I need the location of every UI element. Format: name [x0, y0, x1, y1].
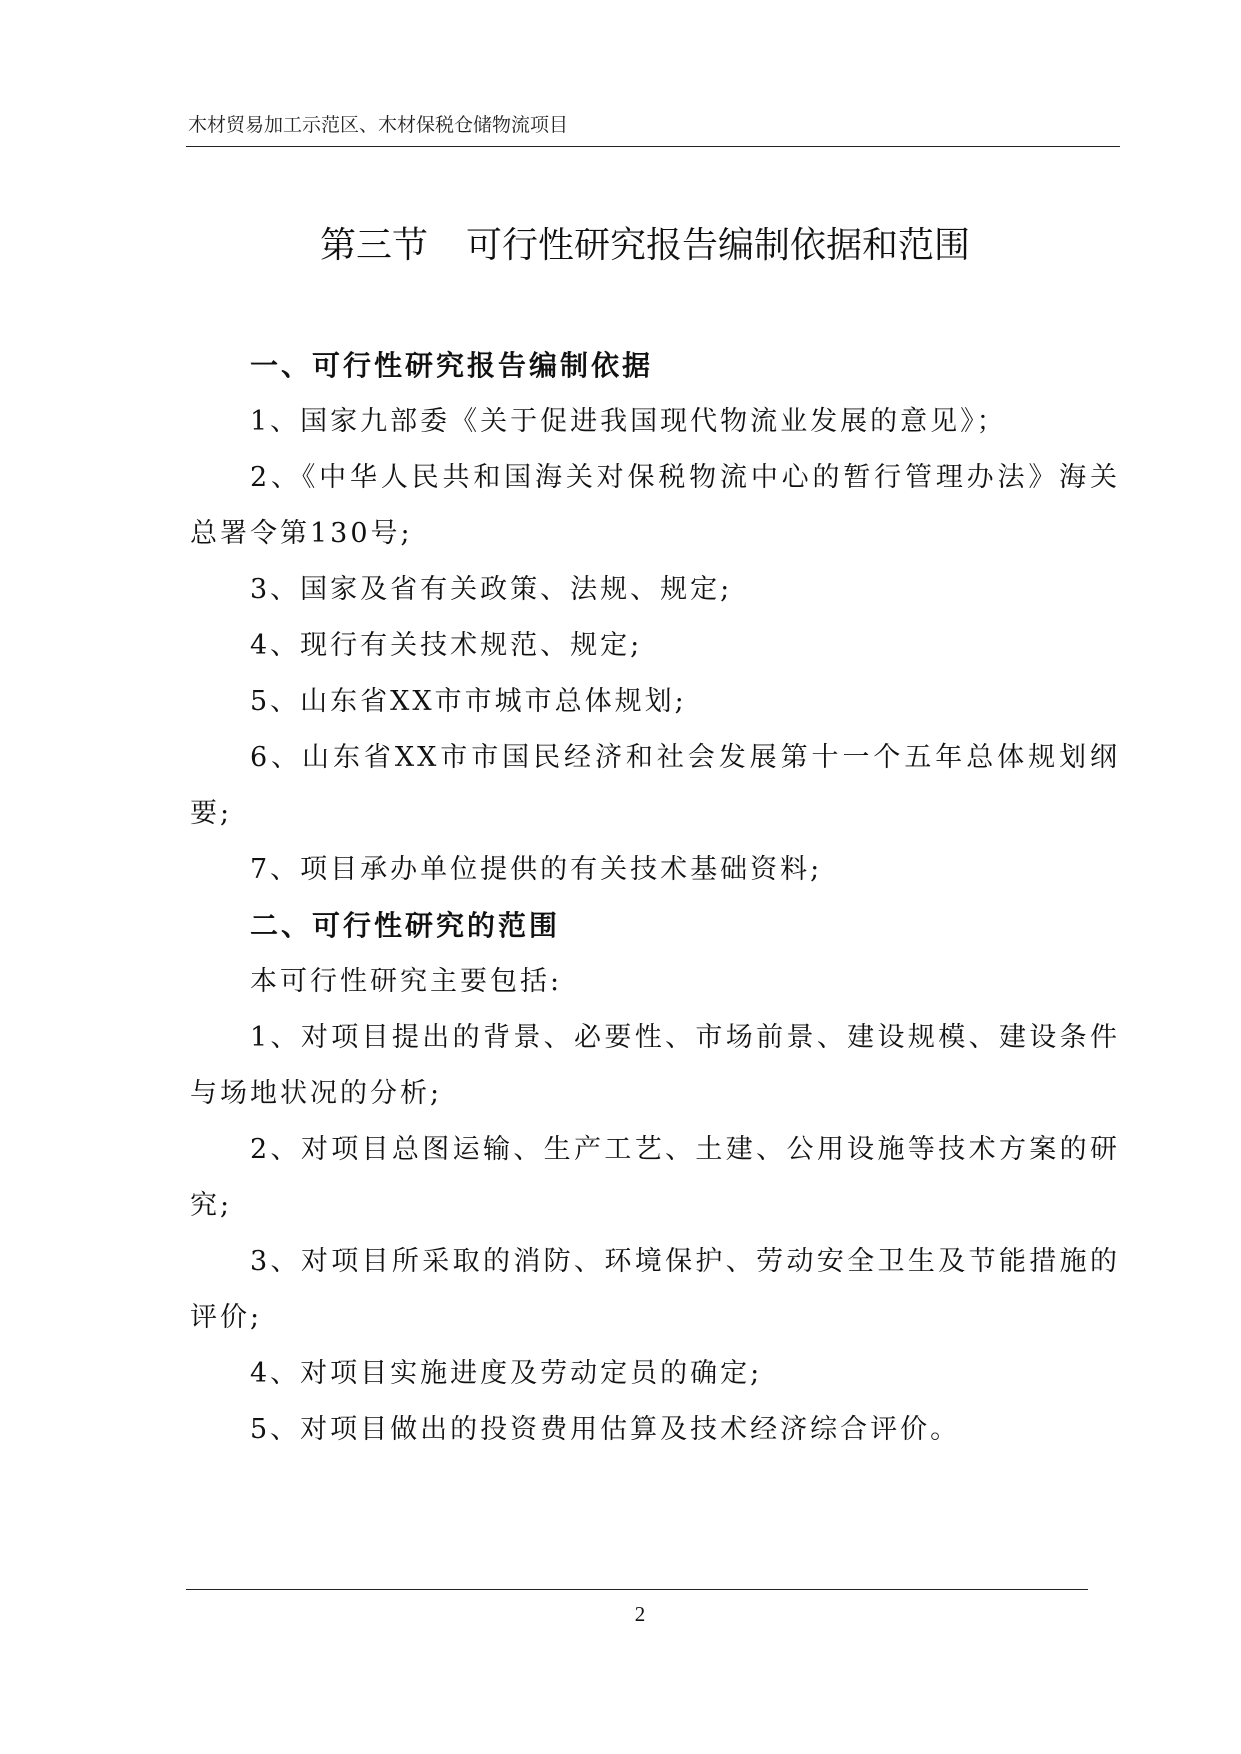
scope-item-1: 1、对项目提出的背景、必要性、市场前景、建设规模、建设条件与场地状况的分析;	[190, 1022, 1120, 1109]
scope-intro: 本可行性研究主要包括:	[250, 966, 563, 997]
basis-item-6: 6、山东省XX市市国民经济和社会发展第十一个五年总体规划纲要;	[190, 742, 1120, 829]
scope-item-3: 3、对项目所采取的消防、环境保护、劳动安全卫生及节能措施的评价;	[190, 1246, 1120, 1333]
scope-item-4: 4、对项目实施进度及劳动定员的确定;	[250, 1358, 763, 1389]
header-rule	[186, 146, 1120, 147]
basis-item-3: 3、国家及省有关政策、法规、规定;	[250, 574, 733, 605]
basis-item-4: 4、现行有关技术规范、规定;	[250, 630, 643, 661]
footer-rule	[186, 1589, 1088, 1590]
section-number: 第三节	[319, 225, 428, 266]
running-header: 木材贸易加工示范区、木材保税仓储物流项目	[188, 114, 569, 136]
document-body	[190, 338, 1120, 1458]
page-number: 2	[634, 1602, 646, 1626]
basis-item-2: 2、《中华人民共和国海关对保税物流中心的暂行管理办法》海关总署令第130号;	[190, 462, 1120, 549]
scope-item-2: 2、对项目总图运输、生产工艺、土建、公用设施等技术方案的研究;	[190, 1134, 1120, 1221]
heading-basis: 一、可行性研究报告编制依据	[250, 349, 654, 382]
basis-item-1: 1、国家九部委《关于促进我国现代物流业发展的意见》；	[250, 406, 1007, 437]
basis-item-5: 5、山东省XX市市城市总体规划;	[250, 686, 687, 717]
section-title	[190, 220, 1100, 272]
scope-item-5: 5、对项目做出的投资费用估算及技术经济综合评价。	[250, 1414, 961, 1445]
heading-scope: 二、可行性研究的范围	[250, 909, 561, 942]
basis-item-7: 7、项目承办单位提供的有关技术基础资料;	[250, 854, 823, 885]
section-title-text: 可行性研究报告编制依据和范围	[466, 225, 971, 266]
